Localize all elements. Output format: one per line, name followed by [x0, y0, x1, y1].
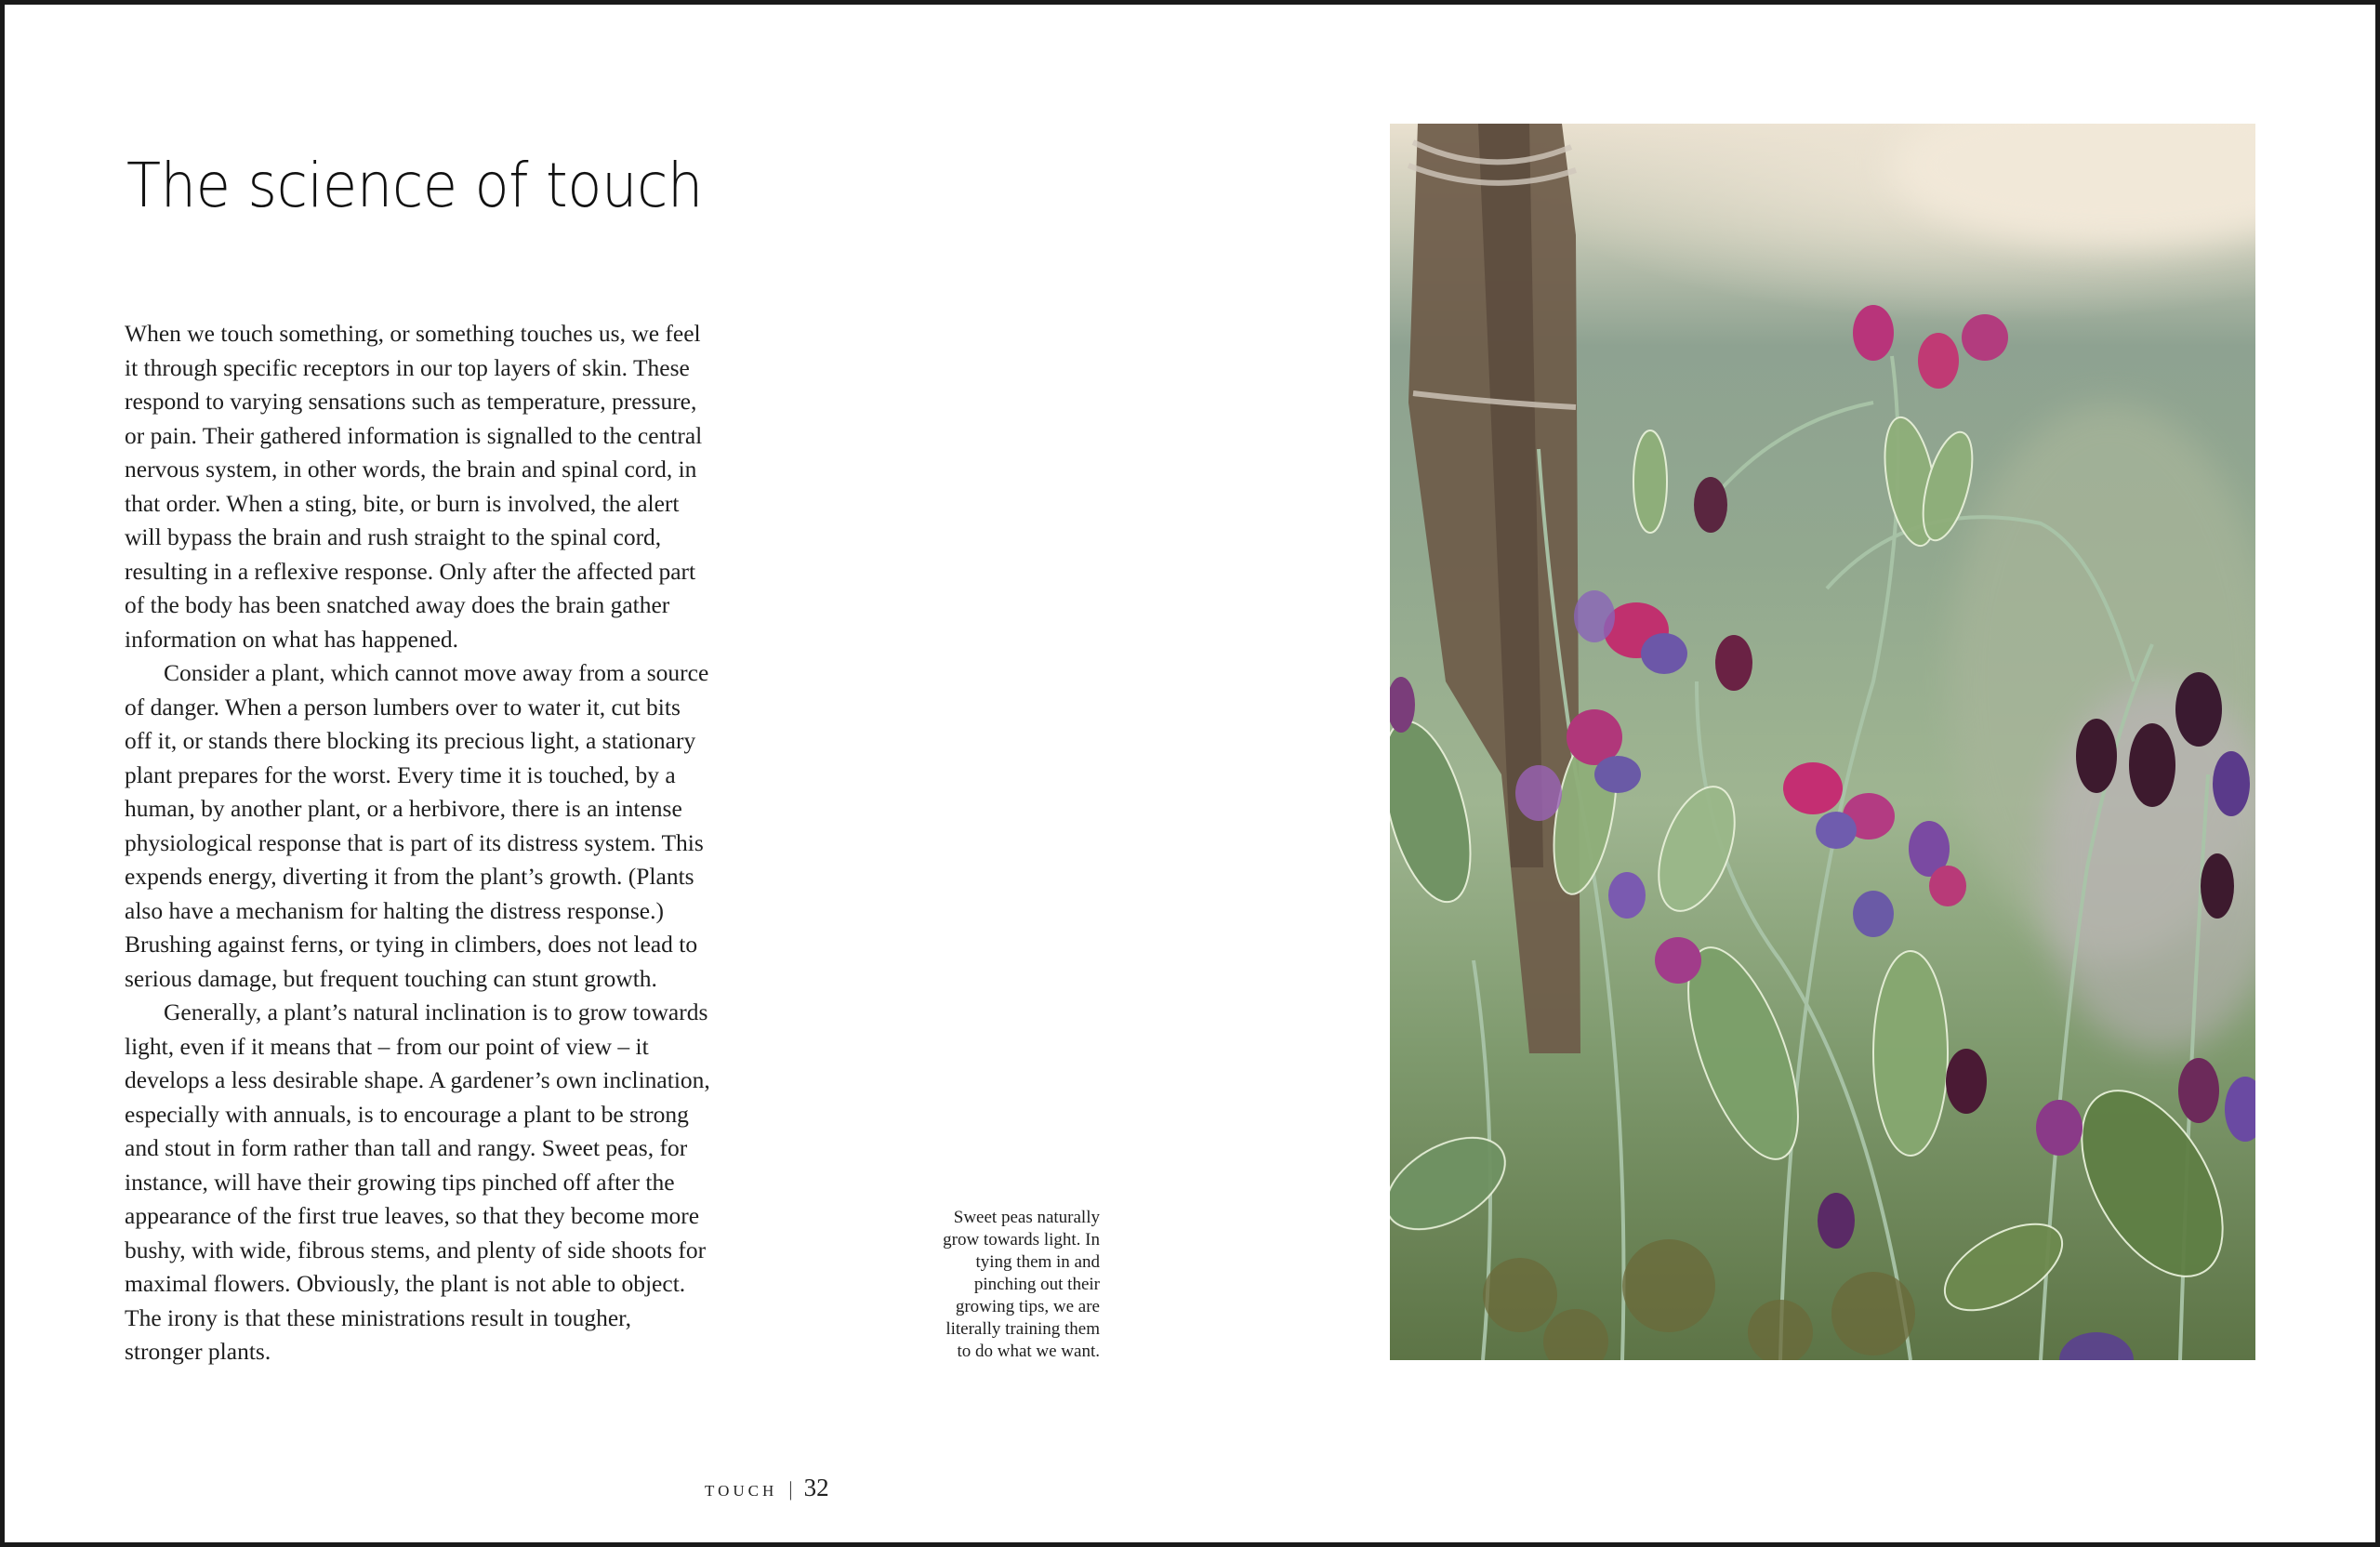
- body-line: Brushing against ferns, or tying in climbers, does not lead to: [125, 931, 698, 958]
- body-line: bushy, with wide, fibrous stems, and plenty of side shoots for: [125, 1236, 707, 1263]
- body-line: Generally, a plant’s natural inclination is to grow towards: [164, 998, 708, 1025]
- caption-line: pinching out their: [973, 1275, 1100, 1294]
- caption-line: growing tips, we are: [955, 1297, 1100, 1316]
- footer-separator: |: [788, 1477, 793, 1501]
- book-spread: [5, 5, 2375, 1542]
- body-line: also have a mechanism for halting the distress response.): [125, 896, 664, 924]
- body-line: physiological response that is part of its distress system. This: [125, 828, 704, 856]
- body-line: of the body has been snatched away does the brain gather: [125, 591, 670, 618]
- body-line: The irony is that these ministrations result in tougher,: [125, 1303, 632, 1331]
- body-line: light, even if it means that – from our point of view – it: [125, 1032, 649, 1060]
- photo-caption: [877, 1207, 1100, 1363]
- body-line: of danger. When a person lumbers over to water it, cut bits: [125, 693, 681, 721]
- page-title: The science of touch: [126, 150, 703, 222]
- body-line: nervous system, in other words, the brain and spinal cord, in: [125, 456, 697, 483]
- caption-line: tying them in and: [975, 1252, 1100, 1272]
- caption-line: grow towards light. In: [943, 1230, 1100, 1250]
- caption-line: to do what we want.: [957, 1342, 1100, 1361]
- body-line: off it, or stands there blocking its precious light, a stationary: [125, 727, 696, 754]
- caption-line: literally training them: [945, 1319, 1100, 1339]
- body-line: information on what has happened.: [125, 625, 459, 653]
- body-line: resulting in a reflexive response. Only after the affected part: [125, 557, 696, 585]
- body-line: it through specific receptors in our top layers of skin. These: [125, 353, 690, 381]
- body-line: stronger plants.: [125, 1338, 271, 1365]
- body-line: When we touch something, or something touches us, we feel: [125, 320, 701, 347]
- body-line: especially with annuals, is to encourage a plant to be strong: [125, 1100, 689, 1128]
- flower-illustration: [1390, 124, 2255, 1360]
- body-line: maximal flowers. Obviously, the plant is not able to object.: [125, 1270, 686, 1297]
- body-line: plant prepares for the worst. Every time it is touched, by a: [125, 760, 676, 788]
- body-line: human, by another plant, or a herbivore, there is an intense: [125, 795, 682, 822]
- body-line: expends energy, diverting it from the plant’s growth. (Plants: [125, 863, 694, 890]
- body-line: or pain. Their gathered information is signalled to the central: [125, 421, 703, 449]
- body-line: that order. When a sting, bite, or burn is involved, the alert: [125, 489, 680, 517]
- caption-line: Sweet peas naturally: [953, 1208, 1100, 1227]
- page-number: 32: [803, 1474, 829, 1501]
- body-text: [125, 317, 775, 1369]
- body-line: develops a less desirable shape. A gardener’s own inclination,: [125, 1066, 710, 1093]
- body-line: respond to varying sensations such as temperature, pressure,: [125, 388, 697, 415]
- body-line: and stout in form rather than tall and rangy. Sweet peas, for: [125, 1134, 688, 1161]
- running-head-section: TOUCH: [705, 1482, 778, 1500]
- body-line: Consider a plant, which cannot move away from a source: [164, 659, 709, 686]
- sweet-pea-photo: [1390, 124, 2255, 1360]
- body-line: will bypass the brain and rush straight to the spinal cord,: [125, 523, 662, 550]
- body-line: instance, will have their growing tips pinched off after the: [125, 1168, 675, 1196]
- body-line: serious damage, but frequent touching can stunt growth.: [125, 964, 657, 992]
- page-footer: [705, 1474, 829, 1502]
- body-line: appearance of the first true leaves, so that they become more: [125, 1202, 700, 1229]
